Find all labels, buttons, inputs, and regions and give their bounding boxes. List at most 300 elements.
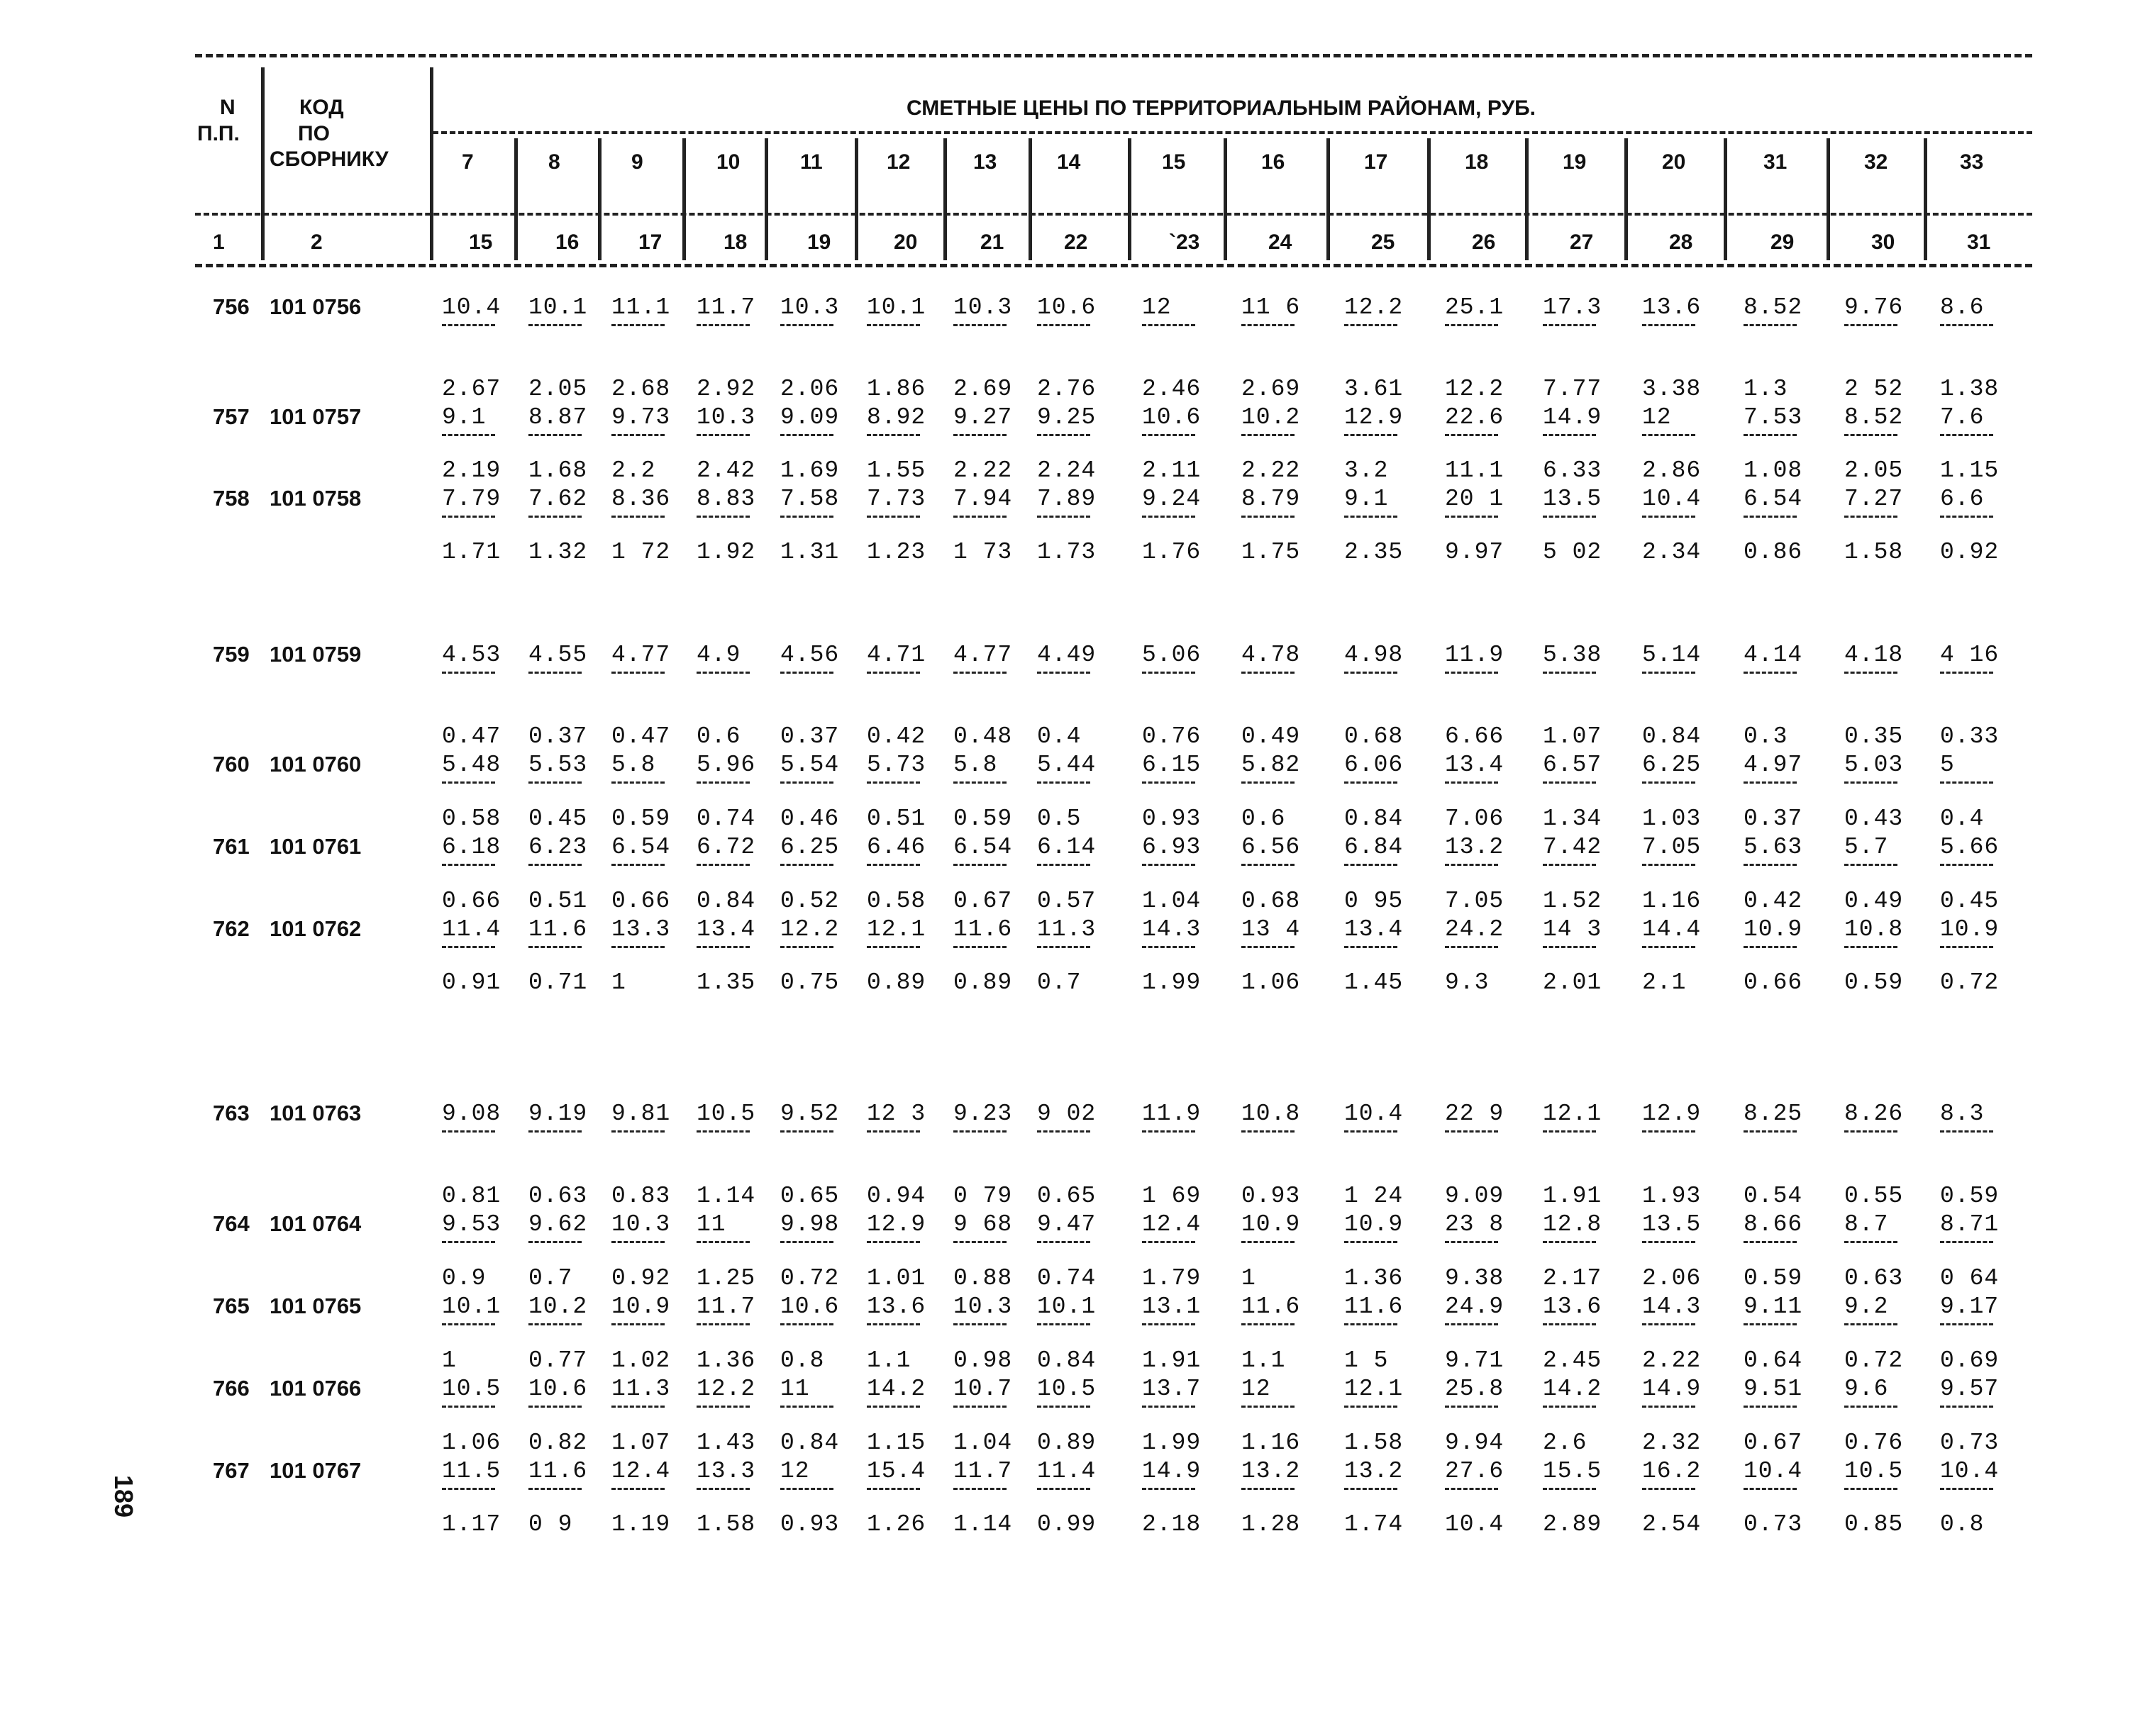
price-cell: 0.66: [1744, 969, 1803, 996]
price-cell: 4.18: [1844, 642, 1904, 668]
price-cell: 8.3: [1940, 1101, 1985, 1127]
district-header: 9: [631, 150, 643, 174]
price-cell: 8.66: [1744, 1211, 1803, 1237]
fraction-dash: [1940, 1488, 1993, 1490]
column-number: `23: [1169, 230, 1200, 254]
header-subrule: [433, 131, 2032, 134]
price-cell: 6.25: [780, 834, 840, 860]
fraction-dash: [1940, 946, 1993, 948]
column-number: 31: [1967, 230, 1991, 254]
price-cell: 4.71: [867, 642, 926, 668]
row-number: 766: [213, 1376, 250, 1401]
header-divider: [1525, 138, 1529, 260]
price-cell: 0.72: [780, 1265, 840, 1291]
fraction-dash: [867, 946, 920, 948]
fraction-dash: [1344, 781, 1397, 784]
price-cell: 13.7: [1142, 1376, 1202, 1402]
fraction-dash: [1543, 781, 1596, 784]
price-cell: 14 3: [1543, 916, 1602, 942]
price-cell: 1.71: [442, 539, 501, 565]
price-cell: 1.34: [1543, 806, 1602, 832]
fraction-dash: [953, 324, 1007, 326]
price-cell: 9.27: [953, 404, 1013, 430]
header-divider: [1128, 138, 1131, 260]
fraction-dash: [1744, 946, 1797, 948]
header-np-line1: N: [220, 96, 235, 119]
price-cell: 2.24: [1037, 457, 1097, 484]
price-cell: 10.2: [1241, 404, 1301, 430]
price-cell: 0.68: [1241, 888, 1301, 914]
price-cell: 6.18: [442, 834, 501, 860]
price-cell: 2.11: [1142, 457, 1202, 484]
fraction-dash: [1445, 324, 1498, 326]
fraction-dash: [780, 434, 833, 436]
header-divider: [514, 138, 518, 260]
price-cell: 6.06: [1344, 752, 1404, 778]
price-cell: 1.69: [780, 457, 840, 484]
fraction-dash: [867, 672, 920, 674]
fraction-dash: [1844, 1323, 1897, 1325]
price-cell: 0.93: [1142, 806, 1202, 832]
fraction-dash: [1142, 1323, 1195, 1325]
price-cell: 8.79: [1241, 486, 1301, 512]
price-cell: 1.26: [867, 1511, 926, 1537]
price-cell: 8.52: [1744, 294, 1803, 321]
fraction-dash: [1037, 1323, 1090, 1325]
price-cell: 6.72: [697, 834, 756, 860]
price-cell: 0.75: [780, 969, 840, 996]
price-cell: 0.81: [442, 1183, 501, 1209]
price-cell: 13.6: [1543, 1293, 1602, 1320]
fraction-dash: [697, 434, 750, 436]
price-cell: 24.2: [1445, 916, 1504, 942]
fraction-dash: [528, 781, 582, 784]
price-cell: 0.3: [1744, 723, 1788, 750]
price-cell: 0.82: [528, 1430, 588, 1456]
price-cell: 6.54: [1744, 486, 1803, 512]
price-cell: 0.47: [442, 723, 501, 750]
fraction-dash: [780, 781, 833, 784]
price-cell: 1.02: [611, 1347, 671, 1374]
price-cell: 13.2: [1445, 834, 1504, 860]
price-cell: 2.05: [528, 376, 588, 402]
row-code: 101 0758: [270, 486, 362, 511]
price-cell: 10.6: [1142, 404, 1202, 430]
price-cell: 17.3: [1543, 294, 1602, 321]
price-cell: 6.15: [1142, 752, 1202, 778]
price-cell: 13.4: [697, 916, 756, 942]
price-cell: 5.38: [1543, 642, 1602, 668]
price-cell: 12: [780, 1458, 810, 1484]
price-cell: 1.68: [528, 457, 588, 484]
row-number: 759: [213, 642, 250, 667]
price-cell: 25.8: [1445, 1376, 1504, 1402]
fraction-dash: [611, 434, 665, 436]
district-header: 10: [716, 150, 741, 174]
fraction-dash: [1445, 1241, 1498, 1243]
price-cell: 15.4: [867, 1458, 926, 1484]
fraction-dash: [442, 1241, 495, 1243]
fraction-dash: [697, 1241, 750, 1243]
fraction-dash: [1543, 324, 1596, 326]
row-number: 758: [213, 486, 250, 511]
column-number: 29: [1770, 230, 1795, 254]
price-cell: 2.35: [1344, 539, 1404, 565]
fraction-dash: [867, 1130, 920, 1133]
fraction-dash: [1642, 672, 1695, 674]
price-cell: 0.52: [780, 888, 840, 914]
price-cell: 11 6: [1241, 294, 1301, 321]
price-cell: 5 02: [1543, 539, 1602, 565]
price-cell: 8.7: [1844, 1211, 1889, 1237]
price-cell: 1.19: [611, 1511, 671, 1537]
header-bottom-rule: [195, 264, 2032, 267]
price-cell: 1.15: [1940, 457, 2000, 484]
fraction-dash: [611, 1323, 665, 1325]
price-cell: 1.17: [442, 1511, 501, 1537]
price-cell: 0.8: [1940, 1511, 1985, 1537]
price-cell: 10.3: [953, 294, 1013, 321]
price-cell: 9.25: [1037, 404, 1097, 430]
price-cell: 6.23: [528, 834, 588, 860]
header-np-line2: П.П.: [197, 122, 240, 145]
price-cell: 2.22: [953, 457, 1013, 484]
price-cell: 14.3: [1142, 916, 1202, 942]
fraction-dash: [1037, 1488, 1090, 1490]
price-cell: 0.49: [1241, 723, 1301, 750]
fraction-dash: [780, 516, 833, 518]
price-cell: 0 95: [1344, 888, 1404, 914]
price-cell: 1.28: [1241, 1511, 1301, 1537]
fraction-dash: [1543, 1488, 1596, 1490]
fraction-dash: [867, 1488, 920, 1490]
price-cell: 11.7: [953, 1458, 1013, 1484]
fraction-dash: [1642, 864, 1695, 866]
price-cell: 0.43: [1844, 806, 1904, 832]
price-cell: 8.25: [1744, 1101, 1803, 1127]
price-cell: 1.06: [1241, 969, 1301, 996]
fraction-dash: [697, 516, 750, 518]
price-cell: 2.46: [1142, 376, 1202, 402]
table-title: СМЕТНЫЕ ЦЕНЫ ПО ТЕРРИТОРИАЛЬНЫМ РАЙОНАМ, РУБ.: [907, 96, 1536, 120]
price-cell: 2.06: [1642, 1265, 1702, 1291]
fraction-dash: [528, 434, 582, 436]
district-header: 18: [1465, 150, 1489, 174]
price-cell: 9 68: [953, 1211, 1013, 1237]
price-cell: 0.59: [953, 806, 1013, 832]
price-cell: 4.77: [611, 642, 671, 668]
price-cell: 1.35: [697, 969, 756, 996]
price-cell: 24.9: [1445, 1293, 1504, 1320]
fraction-dash: [1642, 946, 1695, 948]
fraction-dash: [953, 864, 1007, 866]
price-cell: 0.76: [1844, 1430, 1904, 1456]
fraction-dash: [1037, 672, 1090, 674]
price-cell: 1.91: [1543, 1183, 1602, 1209]
fraction-dash: [1940, 1241, 1993, 1243]
price-cell: 2.22: [1241, 457, 1301, 484]
price-cell: 12.2: [697, 1376, 756, 1402]
fraction-dash: [1940, 1406, 1993, 1408]
price-cell: 10.5: [1844, 1458, 1904, 1484]
price-cell: 10.3: [953, 1293, 1013, 1320]
fraction-dash: [1445, 672, 1498, 674]
price-cell: 1.58: [697, 1511, 756, 1537]
column-number: 28: [1669, 230, 1693, 254]
row-number: 762: [213, 916, 250, 941]
district-header: 16: [1261, 150, 1285, 174]
price-cell: 5.03: [1844, 752, 1904, 778]
price-cell: 9.6: [1844, 1376, 1889, 1402]
price-cell: 0 64: [1940, 1265, 2000, 1291]
fraction-dash: [528, 1406, 582, 1408]
fraction-dash: [953, 1323, 1007, 1325]
fraction-dash: [611, 672, 665, 674]
price-cell: 9.53: [442, 1211, 501, 1237]
price-cell: 20 1: [1445, 486, 1504, 512]
price-cell: 11.1: [611, 294, 671, 321]
price-cell: 10.4: [1940, 1458, 2000, 1484]
price-cell: 8.6: [1940, 294, 1985, 321]
price-cell: 12.4: [1142, 1211, 1202, 1237]
fraction-dash: [1344, 1406, 1397, 1408]
fraction-dash: [1744, 1406, 1797, 1408]
price-cell: 8.52: [1844, 404, 1904, 430]
price-cell: 25.1: [1445, 294, 1504, 321]
fraction-dash: [1344, 1241, 1397, 1243]
price-cell: 1.91: [1142, 1347, 1202, 1374]
price-cell: 7.6: [1940, 404, 1985, 430]
price-cell: 7.79: [442, 486, 501, 512]
fraction-dash: [1344, 946, 1397, 948]
price-cell: 4.9: [697, 642, 741, 668]
price-cell: 27.6: [1445, 1458, 1504, 1484]
fraction-dash: [1543, 946, 1596, 948]
top-rule: [195, 54, 2032, 57]
price-cell: 7.42: [1543, 834, 1602, 860]
price-cell: 2.01: [1543, 969, 1602, 996]
price-cell: 0 9: [528, 1511, 573, 1537]
price-cell: 13.5: [1543, 486, 1602, 512]
price-cell: 0.35: [1844, 723, 1904, 750]
price-cell: 0.6: [1241, 806, 1286, 832]
fraction-dash: [442, 1488, 495, 1490]
price-cell: 12.1: [1543, 1101, 1602, 1127]
price-cell: 11.4: [1037, 1458, 1097, 1484]
price-cell: 12.2: [1344, 294, 1404, 321]
price-cell: 13.5: [1642, 1211, 1702, 1237]
price-cell: 10.8: [1241, 1101, 1301, 1127]
price-cell: 0.57: [1037, 888, 1097, 914]
fraction-dash: [1940, 864, 1993, 866]
price-cell: 12.9: [1344, 404, 1404, 430]
fraction-dash: [1344, 434, 1397, 436]
fraction-dash: [1744, 434, 1797, 436]
price-cell: 7.62: [528, 486, 588, 512]
price-cell: 10.1: [442, 1293, 501, 1320]
price-cell: 0.86: [1744, 539, 1803, 565]
fraction-dash: [867, 781, 920, 784]
header-divider: [1624, 138, 1628, 260]
fraction-dash: [528, 1241, 582, 1243]
column-number: 18: [724, 230, 748, 254]
fraction-dash: [1241, 1323, 1295, 1325]
price-cell: 13.2: [1344, 1458, 1404, 1484]
district-header: 14: [1057, 150, 1081, 174]
price-cell: 0.33: [1940, 723, 2000, 750]
price-cell: 5.8: [611, 752, 656, 778]
price-cell: 8.87: [528, 404, 588, 430]
fraction-dash: [1142, 324, 1195, 326]
row-code: 101 0759: [270, 642, 362, 667]
price-cell: 0.49: [1844, 888, 1904, 914]
price-cell: 8.26: [1844, 1101, 1904, 1127]
district-header: 7: [462, 150, 474, 174]
price-cell: 0.55: [1844, 1183, 1904, 1209]
fraction-dash: [697, 1130, 750, 1133]
price-cell: 6.14: [1037, 834, 1097, 860]
fraction-dash: [1844, 1130, 1897, 1133]
price-cell: 11.3: [1037, 916, 1097, 942]
price-cell: 11.7: [697, 294, 756, 321]
fraction-dash: [953, 672, 1007, 674]
price-cell: 13.6: [1642, 294, 1702, 321]
price-cell: 5.14: [1642, 642, 1702, 668]
fraction-dash: [1642, 1488, 1695, 1490]
price-cell: 9.73: [611, 404, 671, 430]
column-number: 17: [638, 230, 663, 254]
price-cell: 11: [697, 1211, 726, 1237]
price-cell: 10.7: [953, 1376, 1013, 1402]
price-cell: 1.74: [1344, 1511, 1404, 1537]
fraction-dash: [1142, 864, 1195, 866]
price-cell: 10.4: [1344, 1101, 1404, 1127]
price-cell: 10.8: [1844, 916, 1904, 942]
price-cell: 6.25: [1642, 752, 1702, 778]
fraction-dash: [611, 864, 665, 866]
price-cell: 0.93: [1241, 1183, 1301, 1209]
fraction-dash: [1744, 1488, 1797, 1490]
price-cell: 5: [1940, 752, 1955, 778]
price-cell: 11: [780, 1376, 810, 1402]
price-cell: 10.9: [1344, 1211, 1404, 1237]
price-cell: 0.84: [697, 888, 756, 914]
price-cell: 2.76: [1037, 376, 1097, 402]
price-cell: 14.9: [1142, 1458, 1202, 1484]
fraction-dash: [442, 672, 495, 674]
price-cell: 13.3: [611, 916, 671, 942]
price-cell: 1 5: [1344, 1347, 1389, 1374]
price-cell: 9.57: [1940, 1376, 2000, 1402]
fraction-dash: [1543, 1406, 1596, 1408]
price-cell: 0.93: [780, 1511, 840, 1537]
header-code-line1: КОД: [299, 96, 344, 119]
district-header: 31: [1763, 150, 1788, 174]
district-header: 15: [1162, 150, 1186, 174]
price-cell: 4.77: [953, 642, 1013, 668]
price-cell: 13.4: [1344, 916, 1404, 942]
price-cell: 0.6: [697, 723, 741, 750]
header-divider: [1427, 138, 1431, 260]
fraction-dash: [1445, 864, 1498, 866]
price-cell: 12.8: [1543, 1211, 1602, 1237]
fraction-dash: [611, 324, 665, 326]
fraction-dash: [1037, 324, 1090, 326]
price-cell: 13.4: [1445, 752, 1504, 778]
price-cell: 3.38: [1642, 376, 1702, 402]
price-cell: 5.82: [1241, 752, 1301, 778]
price-cell: 0.54: [1744, 1183, 1803, 1209]
price-cell: 7.73: [867, 486, 926, 512]
price-cell: 2.42: [697, 457, 756, 484]
price-cell: 9.97: [1445, 539, 1504, 565]
column-number: 21: [980, 230, 1004, 254]
price-cell: 1.25: [697, 1265, 756, 1291]
price-cell: 9.47: [1037, 1211, 1097, 1237]
price-cell: 1.76: [1142, 539, 1202, 565]
header-divider: [261, 67, 265, 260]
price-cell: 1.86: [867, 376, 926, 402]
price-cell: 0.72: [1844, 1347, 1904, 1374]
price-cell: 11.6: [528, 1458, 588, 1484]
fraction-dash: [1844, 1406, 1897, 1408]
price-cell: 10.9: [1940, 916, 2000, 942]
price-cell: 1.52: [1543, 888, 1602, 914]
fraction-dash: [697, 1406, 750, 1408]
row-code: 101 0756: [270, 294, 362, 319]
price-cell: 2.89: [1543, 1511, 1602, 1537]
price-cell: 5.8: [953, 752, 998, 778]
price-cell: 0.84: [1037, 1347, 1097, 1374]
header-divider: [943, 138, 947, 260]
price-cell: 1.75: [1241, 539, 1301, 565]
price-cell: 1.58: [1844, 539, 1904, 565]
fraction-dash: [1037, 1241, 1090, 1243]
price-cell: 4.78: [1241, 642, 1301, 668]
fraction-dash: [1241, 516, 1295, 518]
fraction-dash: [953, 1406, 1007, 1408]
price-cell: 2.22: [1642, 1347, 1702, 1374]
price-cell: 6.54: [611, 834, 671, 860]
fraction-dash: [1744, 1241, 1797, 1243]
column-number: 16: [555, 230, 580, 254]
fraction-dash: [611, 781, 665, 784]
price-cell: 9.62: [528, 1211, 588, 1237]
price-cell: 9.1: [442, 404, 487, 430]
price-cell: 10.5: [442, 1376, 501, 1402]
fraction-dash: [1142, 781, 1195, 784]
price-cell: 12.2: [780, 916, 840, 942]
fraction-dash: [780, 1130, 833, 1133]
price-cell: 0.7: [1037, 969, 1082, 996]
price-cell: 10.9: [1241, 1211, 1301, 1237]
fraction-dash: [1142, 434, 1195, 436]
fraction-dash: [1940, 1323, 1993, 1325]
fraction-dash: [1642, 1323, 1695, 1325]
price-cell: 10.5: [697, 1101, 756, 1127]
fraction-dash: [528, 864, 582, 866]
fraction-dash: [528, 1323, 582, 1325]
price-cell: 5.66: [1940, 834, 2000, 860]
row-code: 101 0762: [270, 916, 362, 941]
fraction-dash: [867, 1241, 920, 1243]
fraction-dash: [953, 516, 1007, 518]
fraction-dash: [1744, 516, 1797, 518]
fraction-dash: [1241, 781, 1295, 784]
fraction-dash: [1543, 1130, 1596, 1133]
price-cell: 0.37: [1744, 806, 1803, 832]
fraction-dash: [1940, 324, 1993, 326]
